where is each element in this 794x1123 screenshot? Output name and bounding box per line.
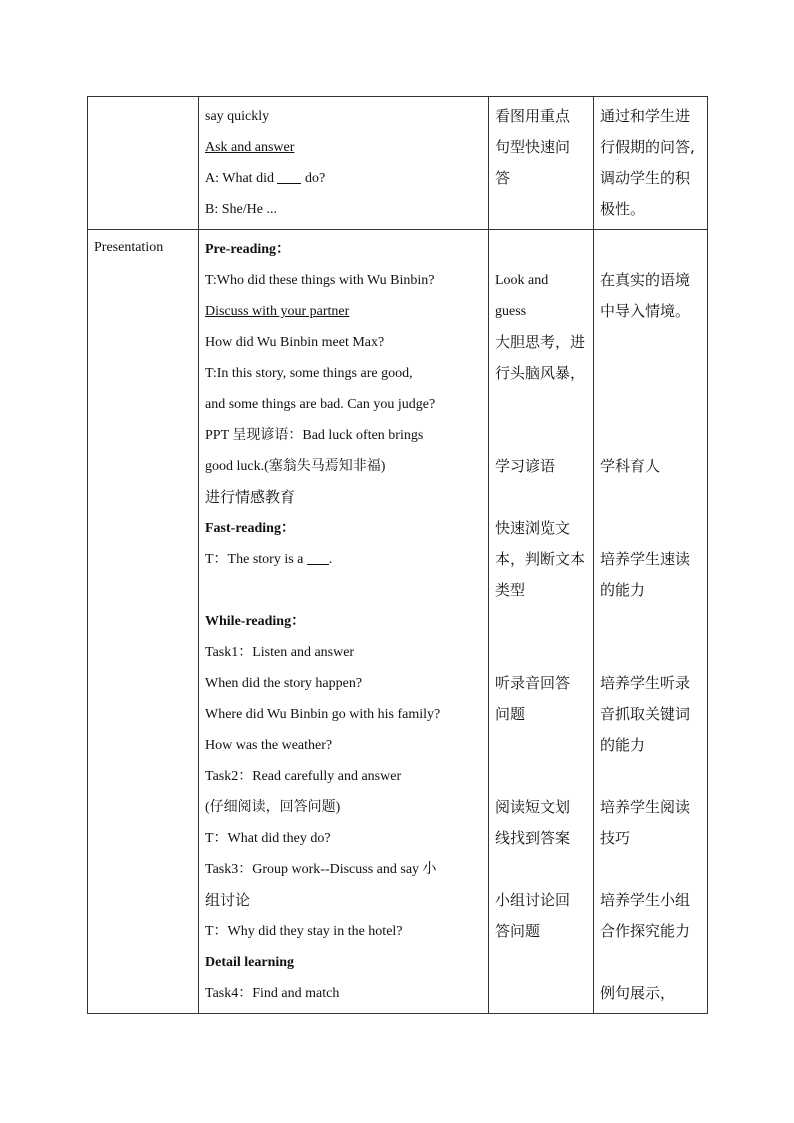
fill-blank bbox=[307, 550, 329, 565]
stage-cell bbox=[88, 230, 199, 1014]
student-activity-cell: Look and guess 大胆思考，进 行头脑风暴， 学习谚语 快速浏览文 本，判断文本 类型 听录音回答 问题 阅读短文划 线找到答案 小组讨论回 答问题 bbox=[489, 230, 594, 1014]
procedure-line: Ask and answer bbox=[205, 140, 295, 155]
stage-label: Presentation bbox=[94, 240, 164, 255]
student-activity-cell: 看图用重点 句型快速问 答 bbox=[489, 97, 594, 230]
fill-blank bbox=[277, 169, 301, 184]
table-row bbox=[88, 97, 708, 230]
table-row bbox=[88, 230, 708, 1014]
procedure-cell bbox=[199, 97, 489, 230]
purpose-cell: 在真实的语境 中导入情境。 学科育人 培养学生速读 的能力 培养学生听录 音抓取关键词 的能力 培养学生阅读 技巧 培养学生小组 合作探究能力 例句展示， bbox=[594, 230, 708, 1014]
purpose-cell: 通过和学生进 行假期的问答, 调动学生的积 极性。 bbox=[594, 97, 708, 230]
lesson-plan-table bbox=[87, 96, 708, 1014]
procedure-line: say quickly bbox=[205, 109, 270, 124]
procedure-line: A: What did do? bbox=[205, 171, 326, 186]
stage-cell bbox=[88, 97, 199, 230]
procedure-line: B: She/He ... bbox=[205, 202, 277, 217]
procedure-cell: Pre-reading： T:Who did these things with Wu Binbin? Discuss with your partner How did Wu Binbin meet Max? T:In this story, some things are good, and some things are bad. Can you judge? PPT 呈现谚语：Bad luck often brings good luck.(塞翁失马焉知非福) 进行情感教育 Fast-reading： T：The story is a . While-reading： Task1：Listen and answer When did the story happen? Where did Wu Binbin go with his family? How was the weather? Task2：Read carefully and answer (仔细阅读，回答问题) T：What did they do? Task3：Group work--Discuss and say 小 组讨论 T：Why did they stay in the hotel? Detail learning Task4：Find and match bbox=[199, 230, 489, 1014]
